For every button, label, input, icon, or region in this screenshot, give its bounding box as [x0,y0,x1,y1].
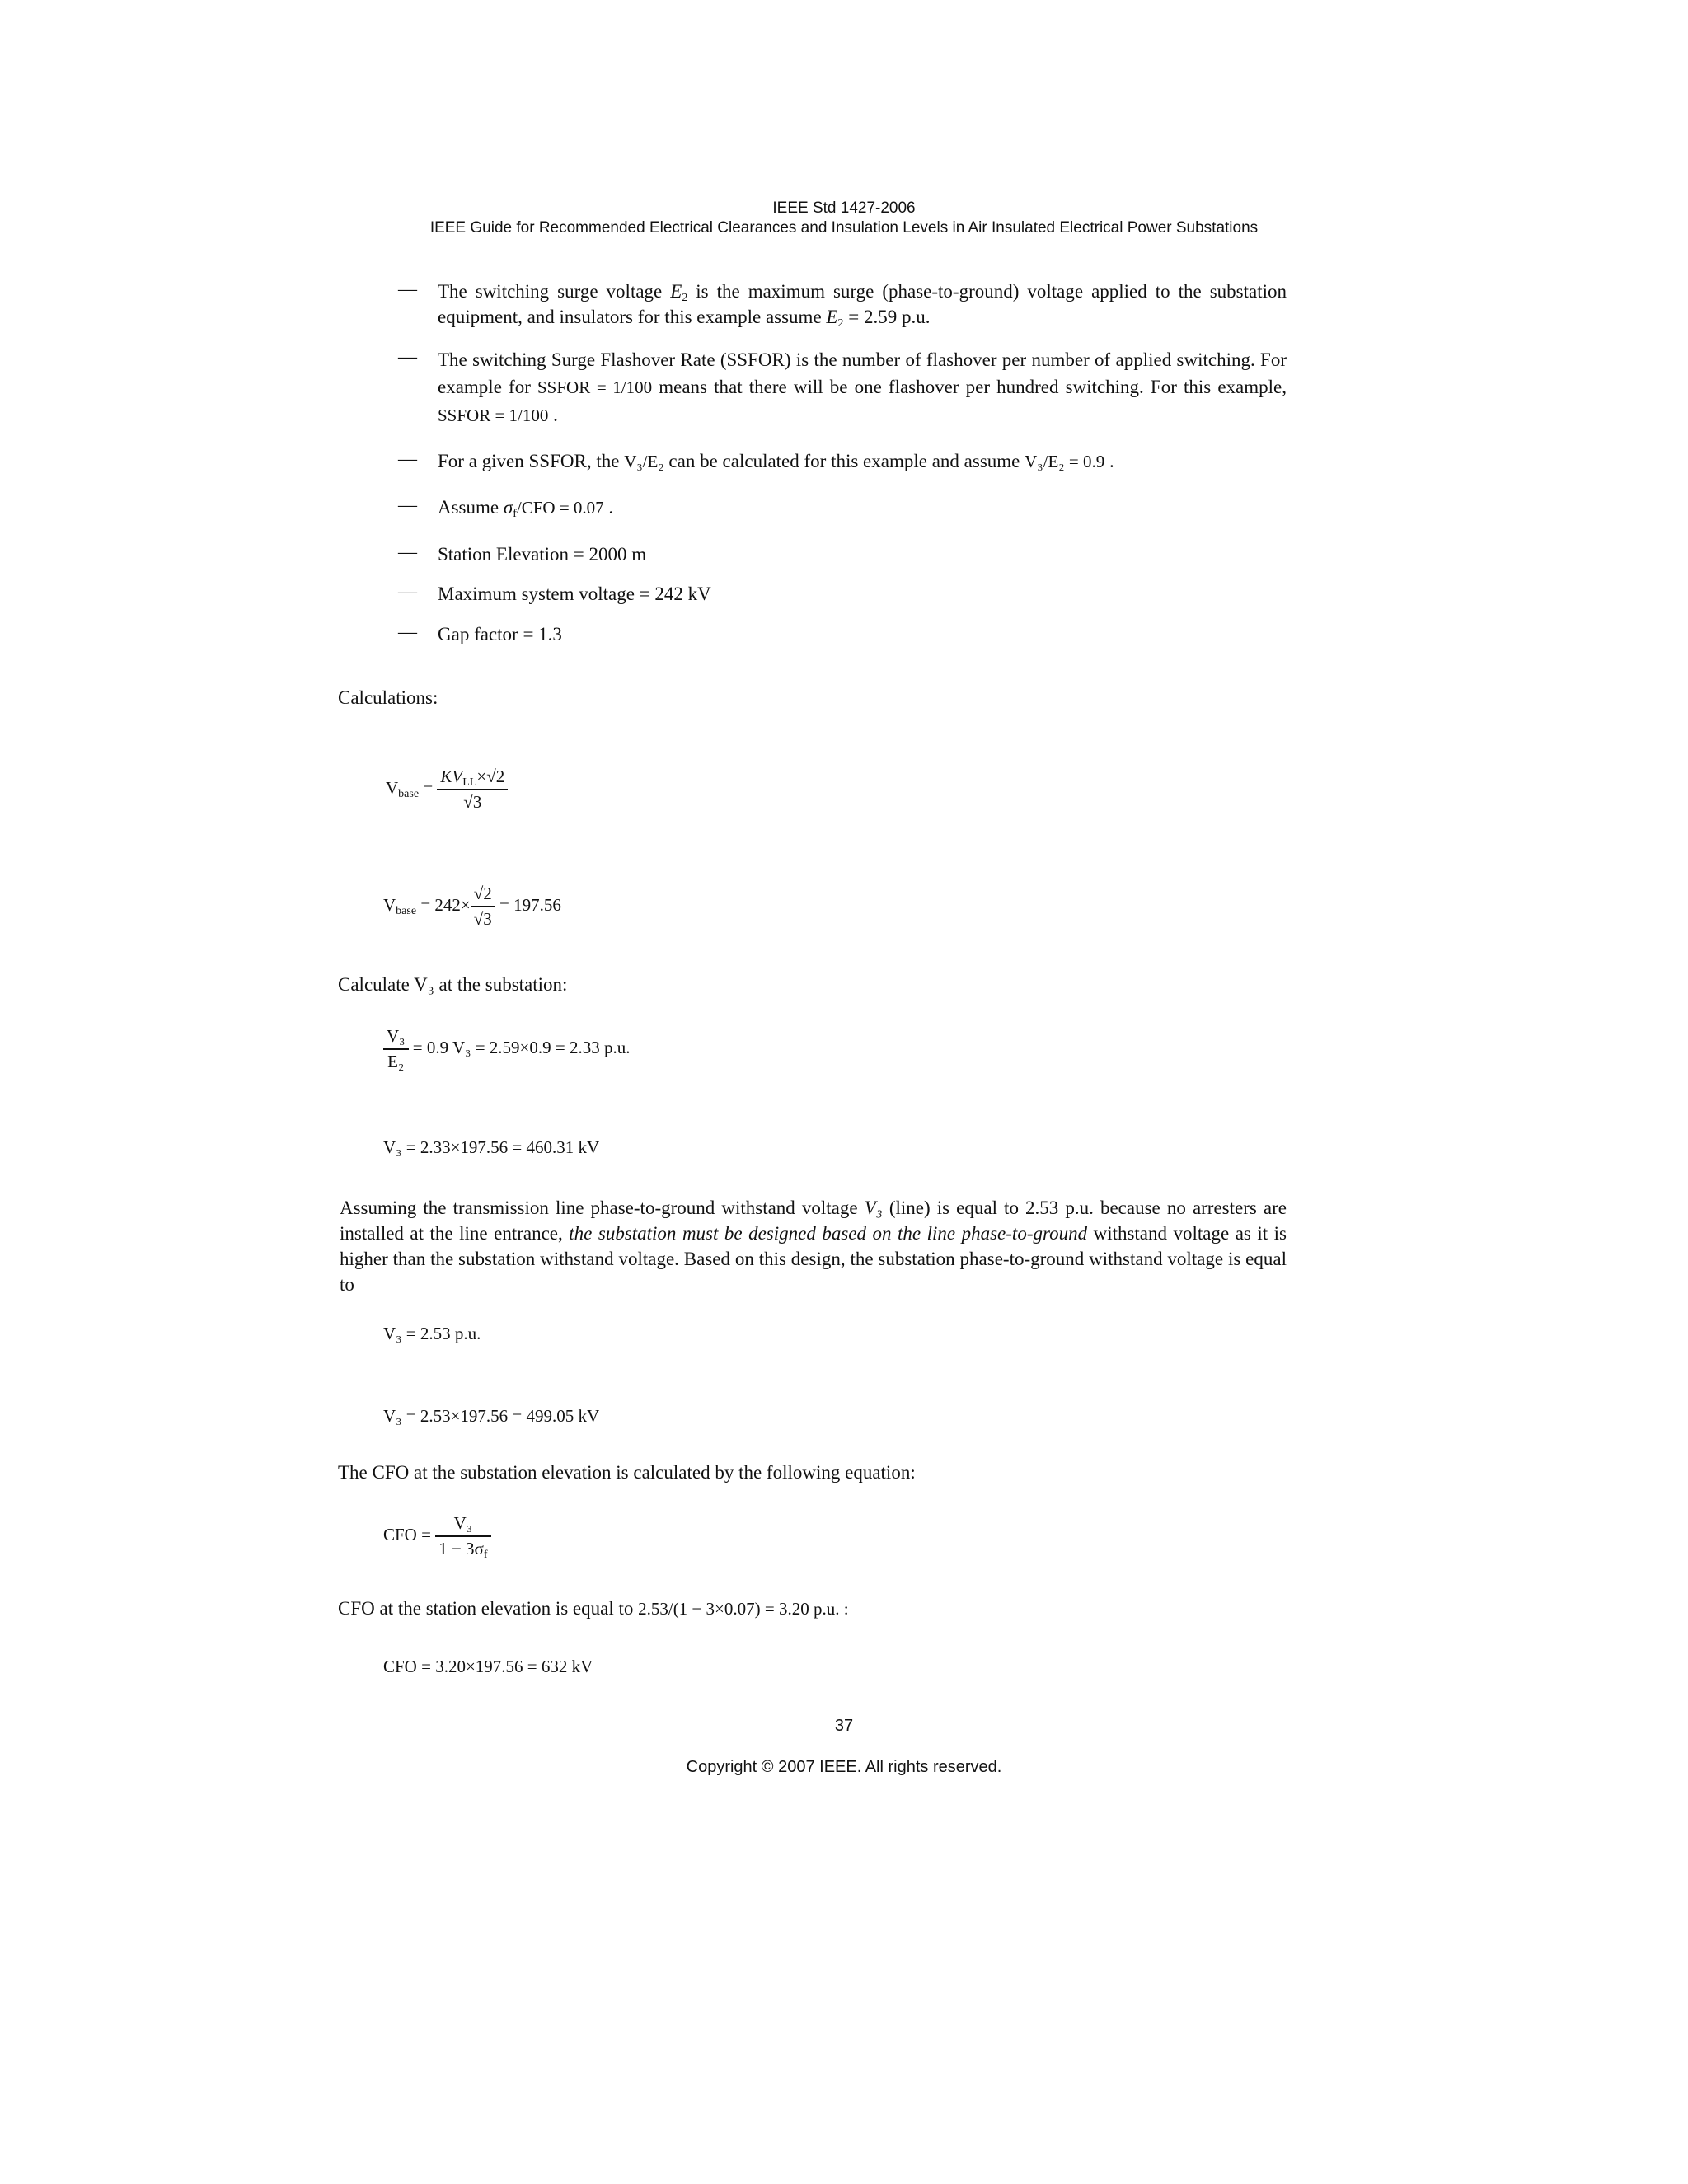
bullet-item-elevation: Station Elevation = 2000 m [438,544,647,565]
bullet-dash: — [398,448,417,469]
bullet-item-max-voltage: Maximum system voltage = 242 kV [438,583,711,604]
v3-kv-equation: V₃ = 2.33×197.56 = 460.31 kV [383,1137,600,1157]
sqrt-fraction: $\frac{√2}{√3}$ [471,883,495,930]
cfo-formula: CFO = $\frac{\text{V₃}}{1 - 3\sigma_f}$ [383,1513,491,1559]
v3-heading: Calculate V₃ at the substation: [338,974,568,995]
cfo-elevation-line: CFO at the station elevation is equal to 2.53/(1 − 3×0.07) = 3.20 p.u. : [338,1598,849,1619]
bullet-dash: — [398,346,417,367]
bullet-dash: — [398,621,417,642]
v3-ratio-equation: $\frac{\text{V₃}}{\text{E₂}}$ = 0.9 V₃ = 2.59×0.9 = 2.33 p.u. [383,1026,630,1072]
vbase-numeric: $V_{base} = 242\times$ $\frac{√2}{√3}$ = 197.56 [383,883,561,929]
cfo-heading: The CFO at the substation elevation is calculated by the following equation: [338,1462,916,1483]
bullet-item-gap-factor: Gap factor = 1.3 [438,624,562,644]
bullet-dash: — [398,279,417,299]
bullet-item-sigma: Assume $\sigma_f$/CFO = 0.07 . [438,497,614,520]
standard-number: IEEE Std 1427-2006 [772,199,916,217]
document-title: IEEE Guide for Recommended Electrical Clearances and Insulation Levels in Air Insulated Electrical Power Substations [429,219,1259,237]
cfo-kv-equation: CFO = 3.20×197.56 = 632 kV [383,1657,593,1676]
page-number: 37 [834,1717,854,1735]
calculations-heading: Calculations: [338,687,438,708]
copyright: Copyright © 2007 IEEE. All rights reserved. [686,1758,1002,1776]
bullet-item-ssfor: The switching Surge Flashover Rate (SSFOR) is the number of flashover per number of applied switching. For example for SSFOR = 1/100 means that there will be one flashover per hundred switching. For this example, SSFOR = 1/100 . [438,349,1287,425]
withstand-paragraph: Assuming the transmission line phase-to-ground withstand voltage V₃ (line) is equal to 2.53 p.u. because no arresters are installed at the line entrance, the substation must be designed based on the line phase-to-ground withstand voltage as it is higher than the substation withstand voltage. Based on this design, the substation phase-to-ground withstand voltage is equal to [340,1197,1287,1295]
bullet-item-e2: The switching surge voltage $E_2$ is the maximum surge (phase-to-ground) voltage applied to the substation equipment, and insulators for this example assume $E_2 = 2.59$ p.u. [438,281,1287,330]
bullet-dash: — [398,494,417,515]
v3-kv-equation-2: V₃ = 2.53×197.56 = 499.05 kV [383,1406,600,1426]
bullet-item-v3-e2: For a given SSFOR, the V₃/E₂ can be calculated for this example and assume V₃/E₂ = 0.9 . [438,451,1114,471]
v3-pu-equation: V₃ = 2.53 p.u. [383,1324,481,1343]
vbase-formula: $V_{base}$ = $\frac{KV_{LL}\times√2}{√3}$ [386,766,508,813]
bullet-dash: — [398,581,417,602]
bullet-dash: — [398,541,417,562]
v3-e2-fraction: $\frac{\text{V₃}}{\text{E₂}}$ [383,1026,409,1072]
cfo-fraction: $\frac{\text{V₃}}{1 - 3\sigma_f}$ [435,1513,490,1559]
vbase-fraction: $\frac{KV_{LL}\times√2}{√3}$ [437,766,508,813]
